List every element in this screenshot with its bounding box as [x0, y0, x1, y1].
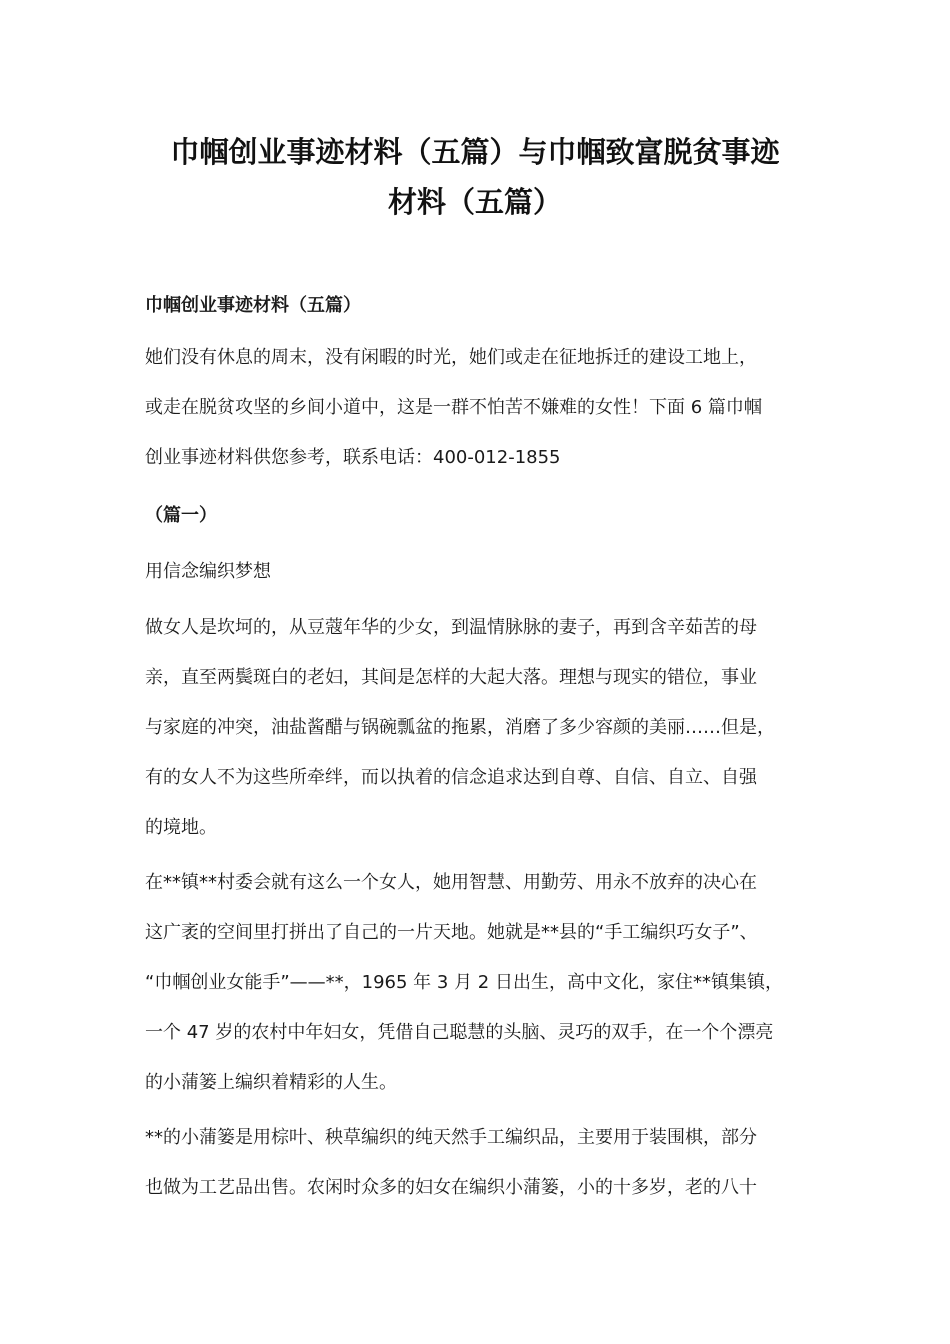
body-line: “巾帼创业女能手”——**，1965 年 3 月 2 日出生，高中文化，家住**镇集镇，	[145, 972, 783, 993]
body-paragraph-3	[145, 1113, 825, 1213]
section-heading: 巾帼创业事迹材料（五篇）	[145, 295, 361, 316]
body-line: 做女人是坎坷的，从豆蔻年华的少女，到温情脉脉的妻子，再到含辛茹苦的母	[145, 617, 757, 638]
title-line-2: 材料（五篇）	[387, 185, 562, 219]
body-line: 一个 47 岁的农村中年妇女，凭借自己聪慧的头脑、灵巧的双手，在一个个漂亮	[145, 1022, 774, 1043]
body-paragraph-2	[145, 858, 825, 1108]
intro-line: 或走在脱贫攻坚的乡间小道中，这是一群不怕苦不嫌难的女性！下面 6 篇巾帼	[145, 397, 762, 418]
intro-line: 她们没有休息的周末，没有闲暇的时光，她们或走在征地拆迁的建设工地上，	[145, 347, 757, 368]
body-line: 有的女人不为这些所牵绊，而以执着的信念追求达到自尊、自信、自立、自强	[145, 767, 757, 788]
body-line: 在**镇**村委会就有这么一个女人，她用智慧、用勤劳、用永不放弃的决心在	[145, 872, 757, 893]
body-line: 与家庭的冲突，油盐酱醋与锅碗瓢盆的拖累，消磨了多少容颜的美丽……但是，	[145, 717, 775, 738]
intro-line: 创业事迹材料供您参考，联系电话：400-012-1855	[145, 447, 561, 468]
body-line: **的小蒲篓是用棕叶、秧草编织的纯天然手工编织品，主要用于装围棋，部分	[145, 1127, 757, 1148]
document-title	[120, 127, 830, 227]
body-line: 这广袤的空间里打拼出了自己的一片天地。她就是**县的“手工编织巧女子”、	[145, 922, 758, 943]
body-line: 也做为工艺品出售。农闲时众多的妇女在编织小蒲篓，小的十多岁，老的八十	[145, 1177, 757, 1198]
title-line-1: 巾帼创业事迹材料（五篇）与巾帼致富脱贫事迹	[170, 135, 780, 169]
chapter-subtitle: 用信念编织梦想	[145, 561, 271, 582]
body-line: 的境地。	[145, 817, 217, 838]
body-line: 亲，直至两鬓斑白的老妇，其间是怎样的大起大落。理想与现实的错位，事业	[145, 667, 757, 688]
body-line: 的小蒲篓上编织着精彩的人生。	[145, 1072, 397, 1093]
body-paragraph-1	[145, 603, 825, 853]
chapter-label: （篇一）	[145, 505, 217, 526]
intro-paragraph	[145, 333, 825, 483]
